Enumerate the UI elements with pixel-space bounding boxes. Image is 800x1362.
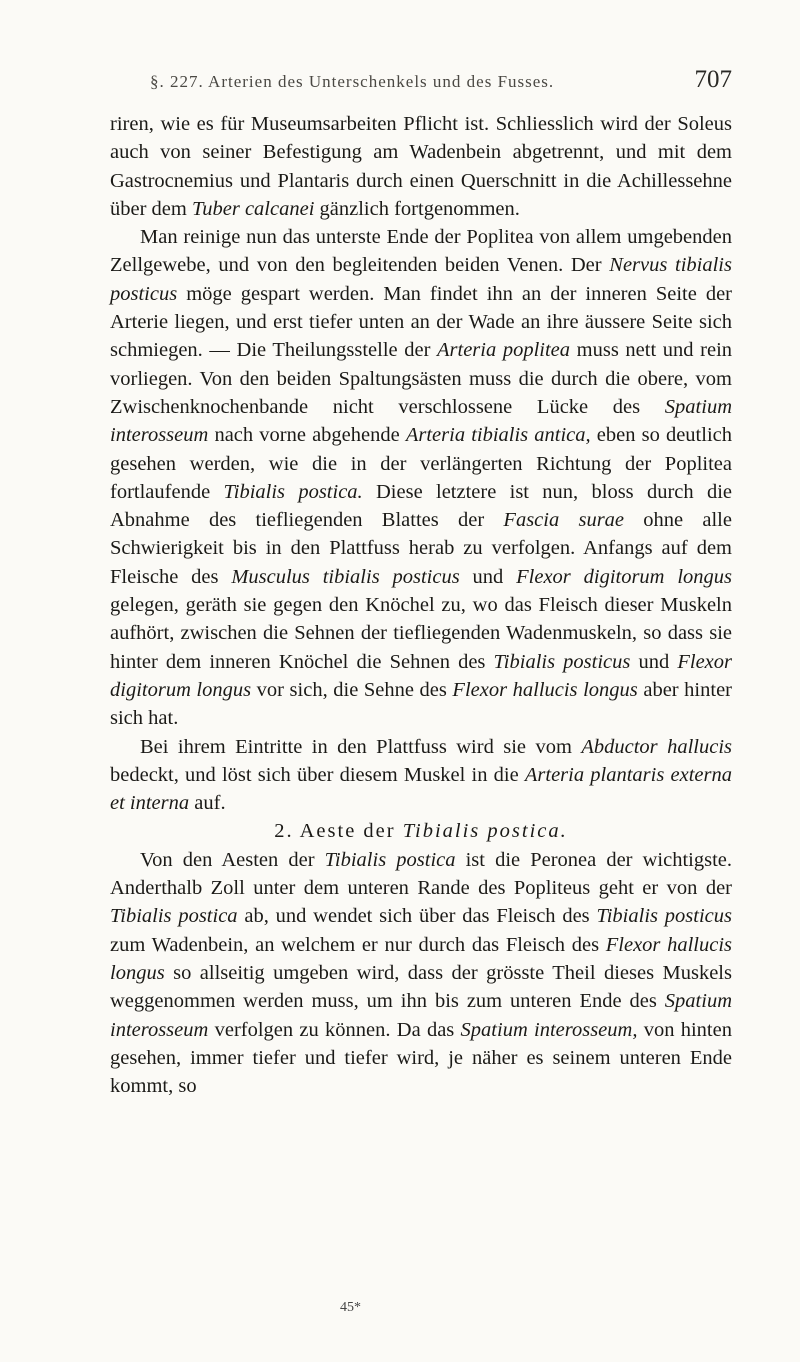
page [110, 66, 732, 1100]
paragraph-3: Bei ihrem Eintritte in den Plattfuss wird sie vom Abductor hallucis bedeckt, und löst sich über diesem Muskel in die Arteria plantaris externa et interna auf. [110, 735, 732, 815]
running-title: §. 227. Arterien des Unterschenkels und des Fusses. [150, 72, 555, 91]
running-header [110, 66, 732, 102]
paragraph-1: riren, wie es für Museumsarbeiten Pflicht ist. Schliesslich wird der Soleus auch von seiner Befestigung am Wadenbein abgetrennt, und mit dem Gastrocnemius und Plantaris durch einen Querschnitt in die Achillessehne über dem Tuber calcanei gänzlich fortgenommen. [110, 113, 732, 220]
page-number: 707 [694, 66, 732, 93]
paragraph-4: Von den Aesten der Tibialis postica ist die Peronea der wichtigste. Anderthalb Zoll unter dem unteren Rande des Popliteus geht er von der Tibialis postica ab, und wendet sich über das Fleisch des Tibialis posticus zum Wadenbein, an welchem er nur durch das Fleisch des Flexor hallucis longus so allseitig umgeben wird, dass der grösste Theil dieses Muskels weggenommen werden muss, um ihn bis zum unteren Ende des Spatium interosseum verfolgen zu können. Da das Spatium interosseum, von hinten gesehen, immer tiefer und tiefer wird, je näher es seinem unteren Ende kommt, so [110, 848, 733, 1098]
body-text [110, 110, 732, 1100]
section-heading: 2. Aeste der Tibialis postica. [274, 820, 568, 843]
paragraph-2: Man reinige nun das unterste Ende der Poplitea von allem umgebenden Zellgewebe, und von den begleitenden beiden Venen. Der Nervus tibialis posticus möge gespart werden. Man findet ihn an der inneren Seite der Arterie liegen, und erst tiefer unten an der Wade an ihre äussere Seite sich schmiegen. — Die Theilungsstelle der Arteria poplitea muss nett und rein vorliegen. Von den beiden Spaltungsästen muss die durch die obere, vom Zwischenknochenbande nicht verschlossene Lücke des Spatium interosseum nach vorne abgehende Arteria tibialis antica, eben so deutlich gesehen werden, wie die in der verlängerten Richtung der Poplitea fortlaufende Tibialis postica. Diese letztere ist nun, bloss durch die Abnahme des tiefliegenden Blattes der Fascia surae ohne alle Schwierigkeit bis in den Plattfuss herab zu verfolgen. Anfangs auf dem Fleische des Musculus tibialis posticus und Flexor digitorum longus gelegen, geräth sie gegen den Knöchel zu, wo das Fleisch dieser Muskeln aufhört, zwischen die Sehnen der tiefliegenden Wadenmuskeln, so dass sie hinter dem inneren Knöchel die Sehnen des Tibialis posticus und Flexor digitorum longus vor sich, die Sehne des Flexor hallucis longus aber hinter sich hat. [110, 226, 733, 730]
signature-mark: 45* [340, 1300, 361, 1315]
